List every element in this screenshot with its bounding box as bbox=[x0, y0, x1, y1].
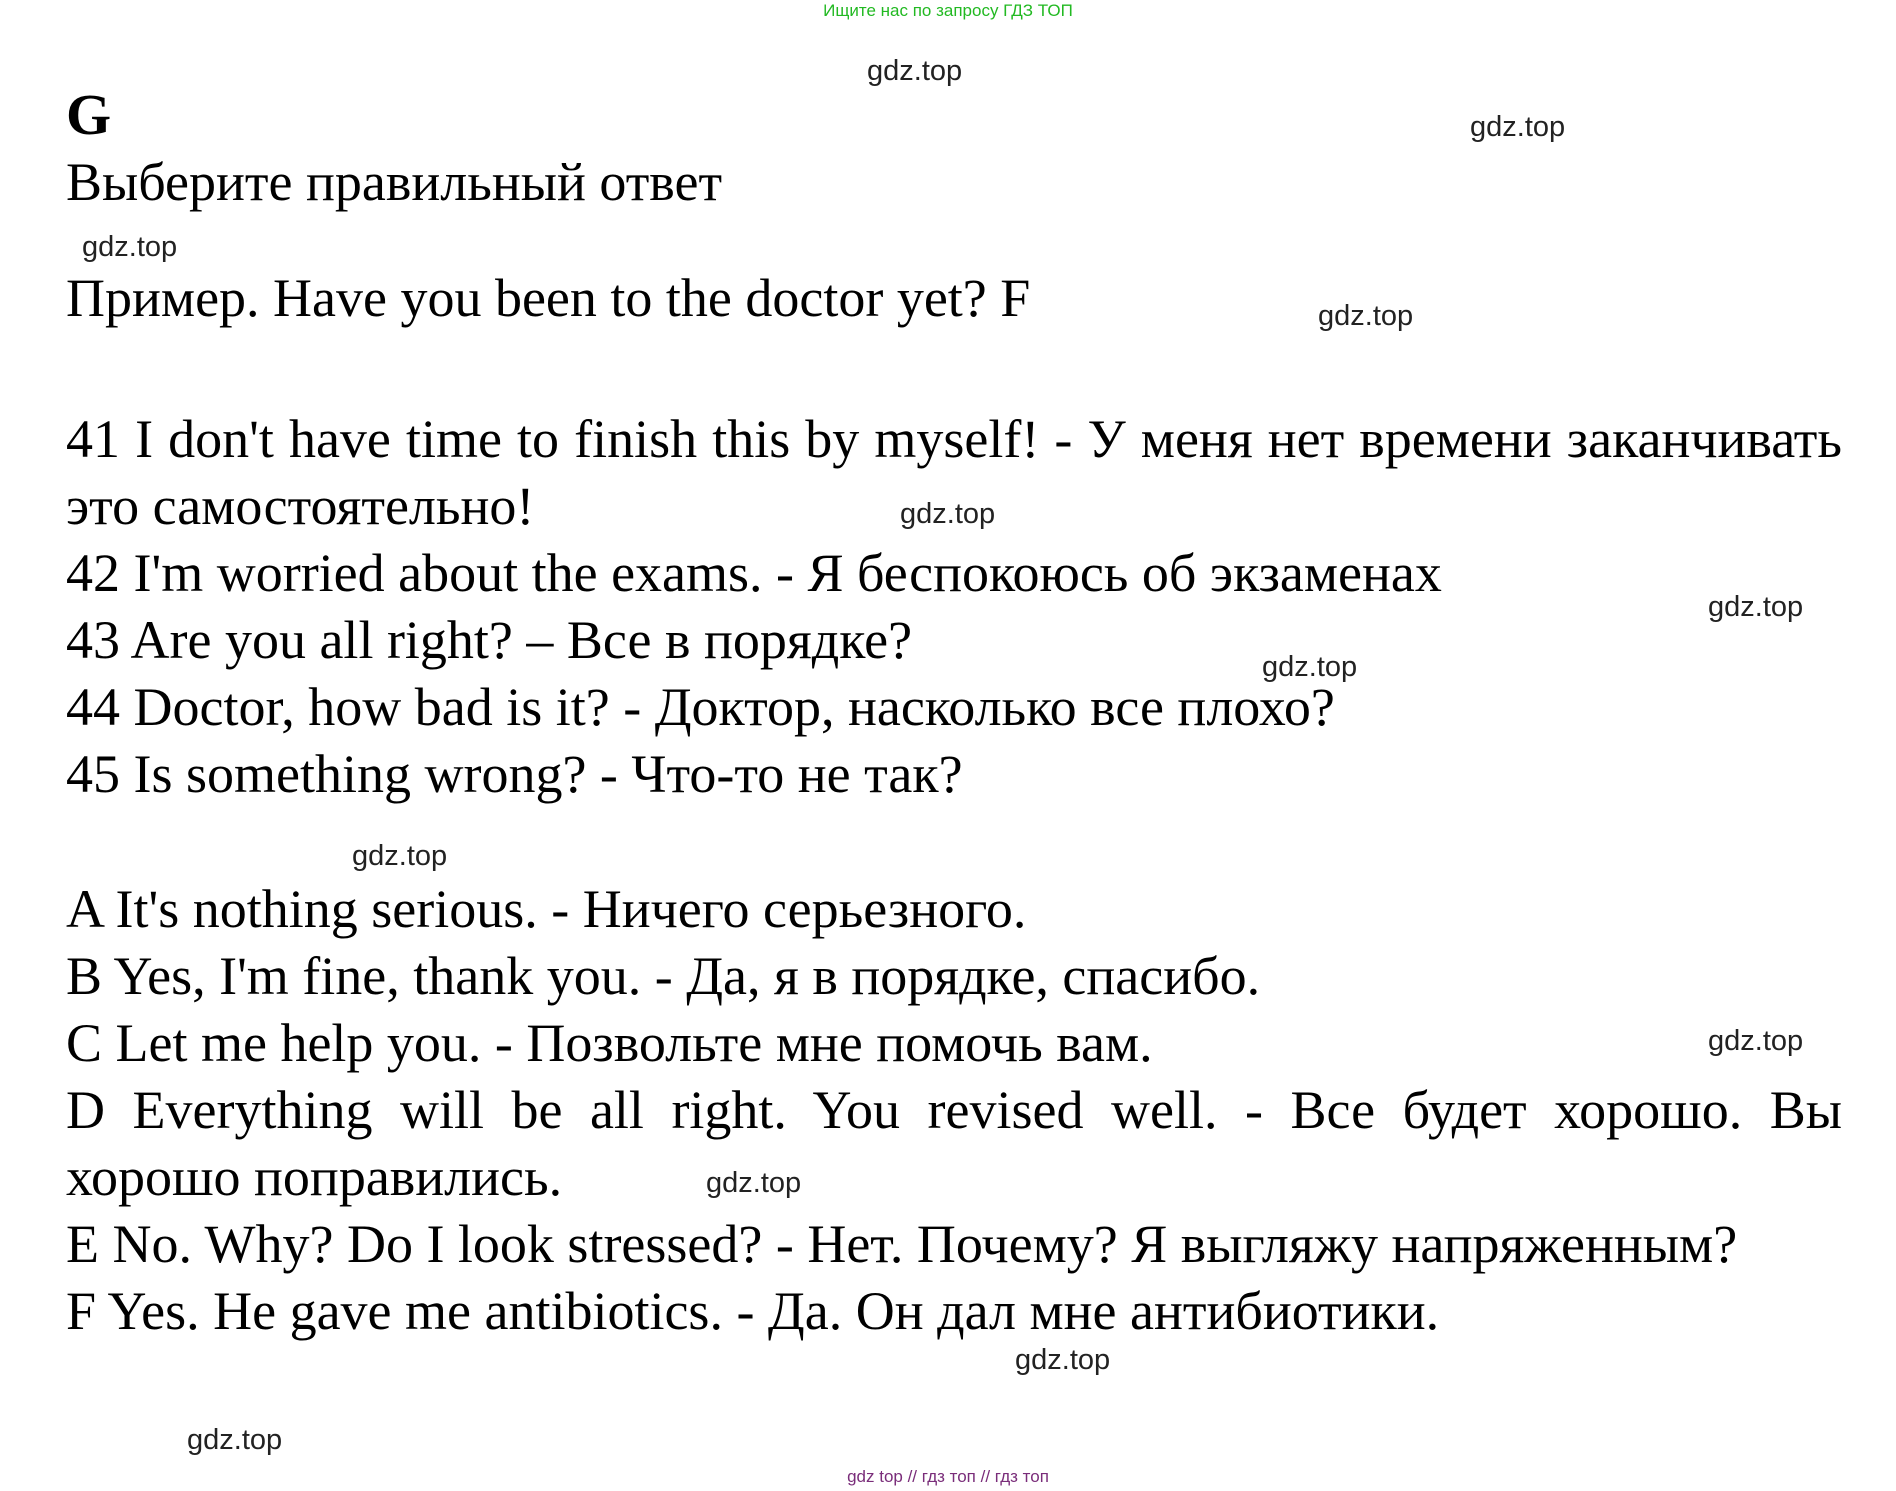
watermark: gdz.top bbox=[352, 840, 448, 872]
watermark: gdz.top bbox=[867, 55, 963, 87]
answer-item: B Yes, I'm fine, thank you. - Да, я в порядке, спасибо. bbox=[66, 946, 1261, 1006]
answer-item: F Yes. He gave me antibiotics. - Да. Он дал мне антибиотики. bbox=[66, 1281, 1440, 1341]
watermark: gdz.top bbox=[1470, 111, 1566, 143]
question-list bbox=[66, 406, 1842, 808]
question-item: 45 Is something wrong? - Что-то не так? bbox=[66, 744, 963, 804]
watermark: gdz.top bbox=[1708, 591, 1804, 623]
exercise bbox=[66, 82, 1842, 1345]
top-banner[interactable]: Ищите нас по запросу ГДЗ ТОП bbox=[823, 1, 1073, 20]
watermark: gdz.top bbox=[1262, 651, 1358, 683]
watermark: gdz.top bbox=[1015, 1344, 1111, 1376]
watermark: gdz.top bbox=[1708, 1025, 1804, 1057]
question-item: 41 I don't have time to finish this by myself! - У меня нет времени заканчивать это самостоятельно! bbox=[66, 409, 1842, 536]
watermark: gdz.top bbox=[900, 498, 996, 530]
example-line: Пример. Have you been to the doctor yet? F bbox=[66, 268, 1031, 328]
answer-item: C Let me help you. - Позвольте мне помочь вам. bbox=[66, 1013, 1153, 1073]
answer-item: D Everything will be all right. You revised well. - Все будет хорошо. Вы хорошо поправились. bbox=[66, 1080, 1842, 1207]
watermark: gdz.top bbox=[187, 1424, 283, 1456]
footer-links[interactable]: gdz top // гдз топ // гдз топ bbox=[847, 1467, 1049, 1486]
task-instruction: Выберите правильный ответ bbox=[66, 152, 723, 212]
watermark: gdz.top bbox=[1318, 300, 1414, 332]
question-item: 42 I'm worried about the exams. - Я беспокоюсь об экзаменах bbox=[66, 543, 1442, 603]
question-item: 43 Are you all right? – Все в порядке? bbox=[66, 610, 913, 670]
section-letter: G bbox=[66, 82, 112, 147]
question-item: 44 Doctor, how bad is it? - Доктор, насколько все плохо? bbox=[66, 677, 1335, 737]
watermark: gdz.top bbox=[706, 1167, 802, 1199]
answer-list bbox=[66, 876, 1842, 1345]
answer-item: A It's nothing serious. - Ничего серьезного. bbox=[66, 879, 1027, 939]
answer-item: E No. Why? Do I look stressed? - Нет. Почему? Я выгляжу напряженным? bbox=[66, 1214, 1738, 1274]
watermark: gdz.top bbox=[82, 231, 178, 263]
